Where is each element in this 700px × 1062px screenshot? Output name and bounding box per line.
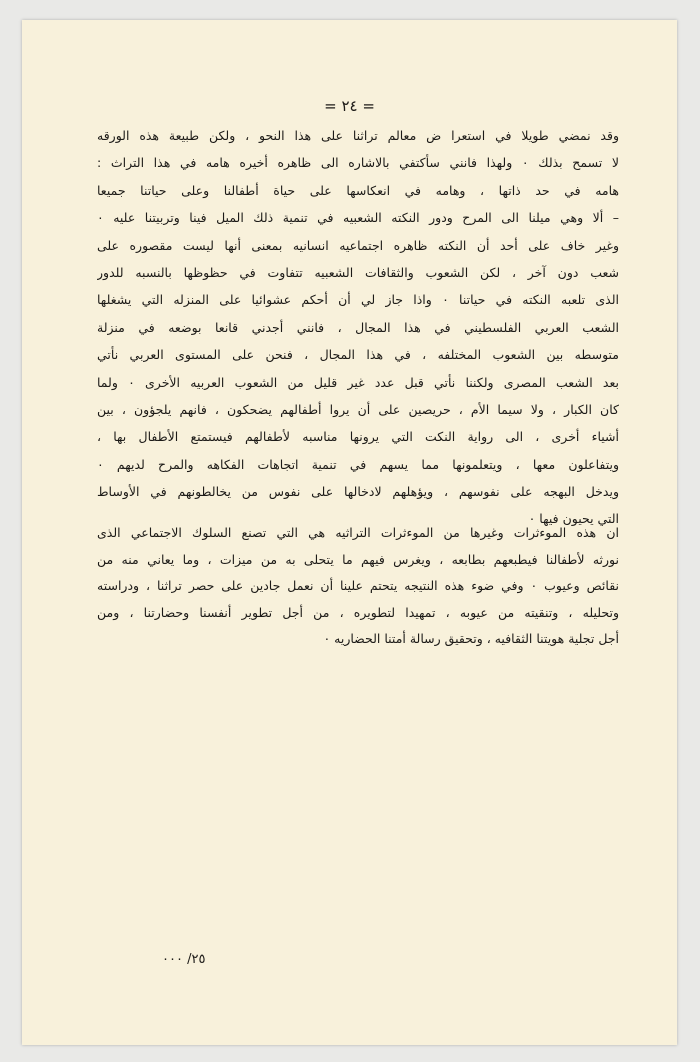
text-line: وتحليله ، وتنقيته من عيوبه ، تمهيدا لتطويره ، من أجل تطوير أنفسنا وحضارتنا ، ومن: [97, 604, 619, 620]
text-line: أشياء أخرى ، الى رواية النكت التي يرونها مناسبه لأطفالهم فيستمتع الأطفال بها ،: [97, 429, 619, 445]
text-line: – ألا وهي ميلنا الى المرح ودور النكته الشعبيه في تنمية ذلك الميل فينا وتربيتنا عليه ٠: [97, 210, 619, 226]
text-line: هامه في حد ذاتها ، وهامه في انعكاسها على حياة أطفالنا وعلى حياتنا جميعا: [97, 182, 619, 198]
text-line: وغير خاف على أحد أن النكته ظاهره اجتماعيه انسانيه بمعنى أنها ليست مقصوره على: [97, 237, 619, 253]
text-line: أجل تجلية هويتنا الثقافيه ، وتحقيق رسالة أمتنا الحضاريه ٠: [323, 631, 619, 646]
page-number: = ٢٤ =: [324, 97, 375, 115]
text-line: كان الكبار ، ولا سيما الأم ، حريصين على أن يروا أطفالهم يضحكون ، فانهم يلجؤون ، بين: [97, 401, 619, 417]
text-line: نورثه لأطفالنا فيطبعهم بطابعه ، ويغرس فيهم ما يتحلى به من ميزات ، وما يعاني منه من: [97, 551, 619, 567]
text-line: شعب دون آخر ، لكن الشعوب والثقافات الشعبيه تتفاوت في حظوظها بالنسبه للدور: [97, 264, 619, 280]
continuation-marker: ٢٥/ ٠٠٠: [162, 952, 206, 967]
text-line: لا تسمح بذلك ٠ ولهذا فانني سأكتفي بالاشاره الى ظاهره أخيره هامه في هذا التراث :: [97, 155, 619, 171]
text-line: ويتفاعلون معها ، ويتعلمونها مما يسهم في تنمية اتجاهات الفكاهه والمرح لديهم ٠: [97, 456, 619, 472]
text-line: ان هذه الموءثرات وغيرها من الموءثرات التراثيه هي التي تصنع السلوك الاجتماعي الذى: [97, 525, 619, 540]
text-line: نقائص وعيوب ٠ وفي ضوء هذه النتيجه يتحتم علينا أن نعمل جادين على حصر تراثنا ، ودراسته: [97, 578, 619, 593]
text-line: ويدخل البهجه على نفوسهم ، ويؤهلهم لادخالها على نفوس من يخالطونهم في الأوساط: [97, 484, 619, 500]
text-line: وقد نمضي طويلا في استعرا ض معالم تراثنا على هذا النحو ، ولكن طبيعة هذه الورقه: [97, 128, 619, 143]
document-page: [22, 20, 677, 1045]
text-line: الشعب العربي الفلسطيني في هذا المجال ، فانني أجدني قانعا بوضعه في منزلة: [97, 319, 619, 335]
text-line: التي يحيون فيها ٠: [528, 511, 619, 527]
paragraph-2: [97, 520, 619, 653]
text-line: متوسطه بين الشعوب المختلفه ، في هذا المجال ، فنحن على المستوى العربي نأتي: [97, 347, 619, 363]
text-line: بعد الشعب المصرى ولكننا نأتي قبل عدد غير قليل من الشعوب العربيه الأخرى ٠ ولما: [97, 374, 619, 390]
text-line: الذى تلعبه النكته في حياتنا ٠ واذا جاز لي أن أحكم عشوائيا على المنزله التي يشغلها: [97, 292, 619, 308]
paragraph-1: [97, 122, 619, 533]
